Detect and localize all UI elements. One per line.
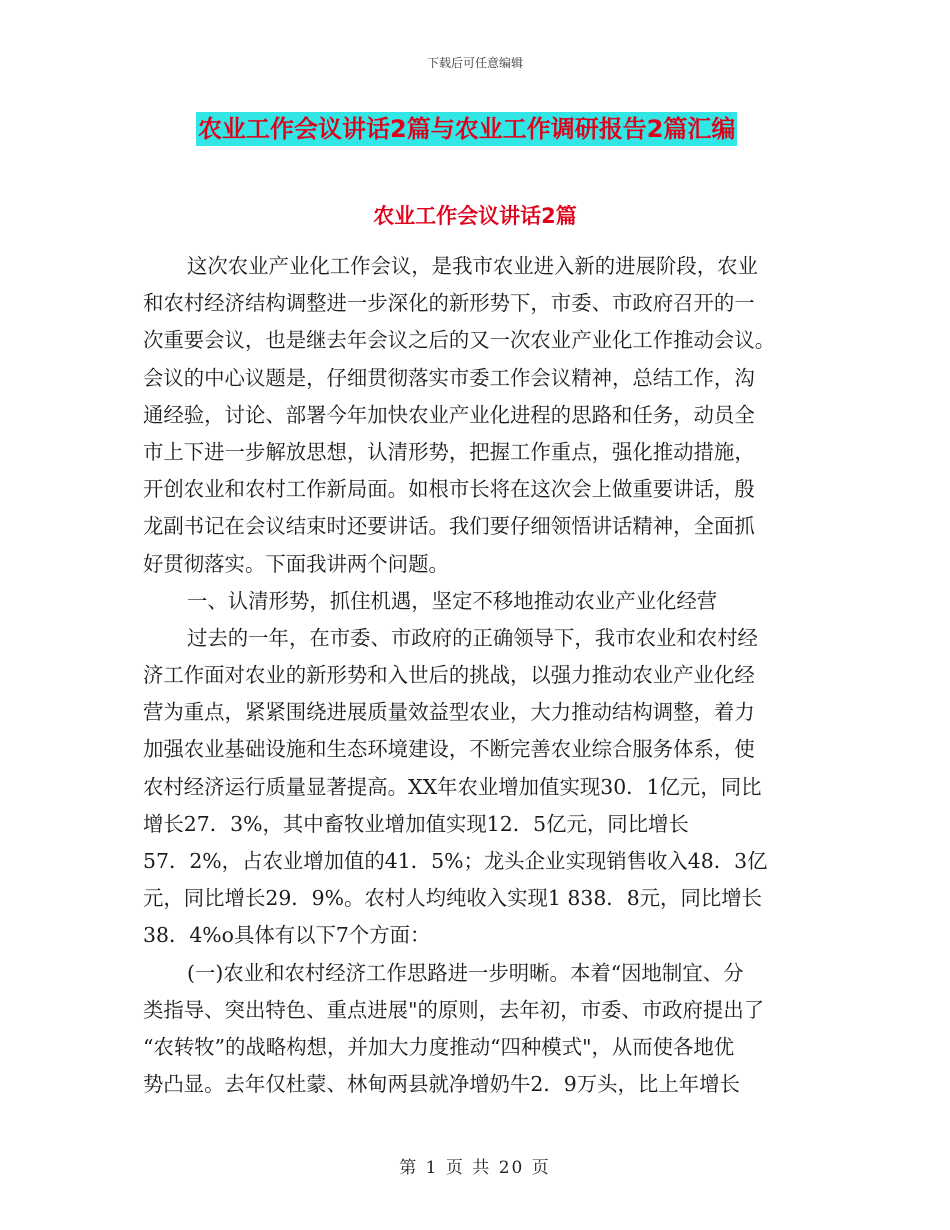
heading-line: 一、认清形势，抓住机遇，坚定不移地推动农业产业化经营 (187, 588, 718, 613)
paragraph-line: “农转牧”的战略构想，并加大力度推动“四种模式"，从而使各地优 (143, 1034, 735, 1059)
paragraph-line: 通经验，讨论、部署今年加快农业产业化进程的思路和任务，动员全 (143, 402, 755, 427)
paragraph-line: (一)农业和农村经济工作思路进一步明晰。本着“因地制宜、分 (187, 960, 744, 985)
paragraph-line: 好贯彻落实。下面我讲两个问题。 (143, 551, 449, 576)
paragraph-line: 济工作面对农业的新形势和入世后的挑战，以强力推动农业产业化经 (143, 663, 755, 688)
header-note: 下载后可任意编辑 (426, 56, 523, 70)
paragraph-line: 这次农业产业化工作会议，是我市农业进入新的进展阶段，农业 (187, 254, 758, 278)
paragraph-line: 势凸显。去年仅杜蒙、林甸两县就净增奶牛2．9万头，比上年增长 (143, 1072, 740, 1097)
paragraph-line: 次重要会议，也是继去年会议之后的又一次农业产业化工作推动会议。 (143, 328, 776, 353)
section-title: 农业工作会议讲话2篇 (373, 204, 577, 228)
paragraph-line: 过去的一年，在市委、市政府的正确领导下，我市农业和农村经 (187, 625, 758, 650)
page-number-footer: 第 1 页 共 20 页 (399, 1158, 551, 1178)
paragraph-line: 市上下进一步解放思想，认清形势，把握工作重点，强化推动措施， (143, 439, 755, 464)
document-title: 农业工作会议讲话2篇与农业工作调研报告2篇汇编 (196, 112, 737, 146)
paragraph-line: 加强农业基础设施和生态环境建设，不断完善农业综合服务体系，使 (143, 737, 755, 762)
paragraph-line: 增长27．3%，其中畜牧业增加值实现12．5亿元，同比增长 (143, 811, 689, 836)
paragraph-line: 农村经济运行质量显著提高。XX年农业增加值实现30．1亿元，同比 (143, 774, 762, 799)
paragraph-line: 龙副书记在会议结束时还要讲话。我们要仔细领悟讲话精神，全面抓 (143, 514, 755, 539)
paragraph-line: 38．4%o具体有以下7个方面： (143, 923, 431, 948)
paragraph-line: 营为重点，紧紧围绕进展质量效益型农业，大力推动结构调整，着力 (143, 700, 755, 725)
paragraph-line: 元，同比增长29．9%。农村人均纯收入实现1 838．8元，同比增长 (143, 886, 763, 911)
body-text (143, 248, 807, 1103)
paragraph-line: 57．2%，占农业增加值的41．5%；龙头企业实现销售收入48．3亿 (143, 849, 768, 873)
paragraph-line: 类指导、突出特色、重点进展"的原则，去年初，市委、市政府提出了 (143, 997, 765, 1022)
paragraph-line: 会议的中心议题是，仔细贯彻落实市委工作会议精神，总结工作，沟 (143, 365, 755, 390)
paragraph-line: 开创农业和农村工作新局面。如根市长将在这次会上做重要讲话，殷 (143, 477, 755, 502)
paragraph-line: 和农村经济结构调整进一步深化的新形势下，市委、市政府召开的一 (143, 291, 755, 316)
